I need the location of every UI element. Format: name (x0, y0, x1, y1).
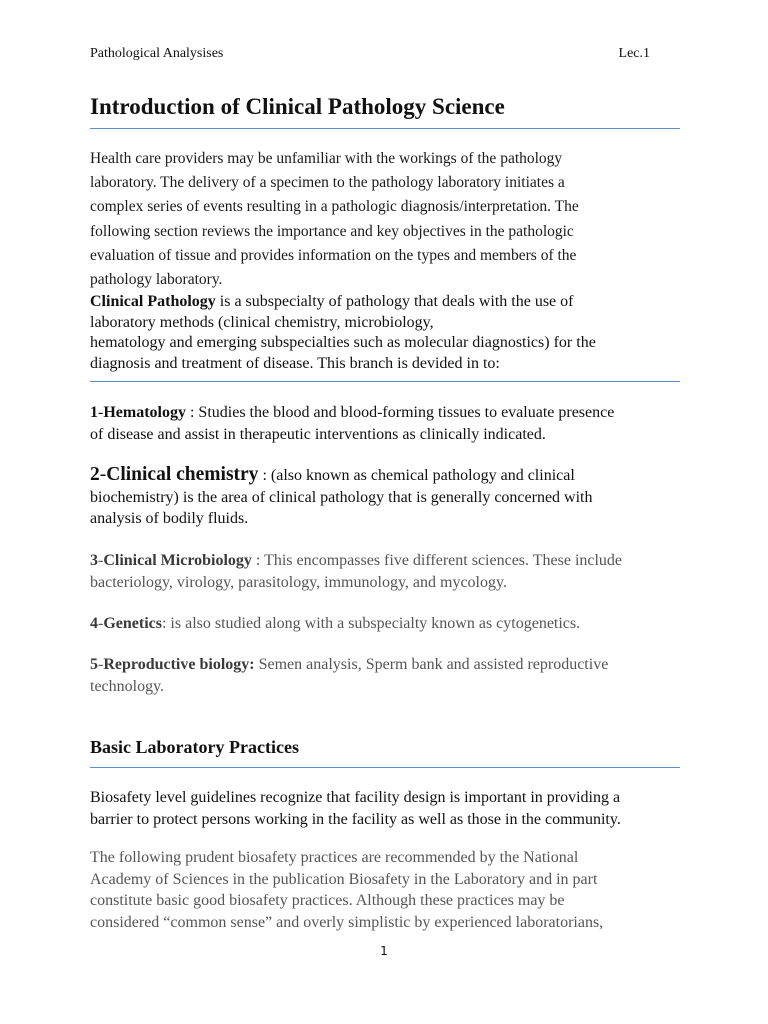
branch-description: : (also known as chemical pathology and clinical (258, 467, 575, 484)
section-heading-divider (90, 767, 680, 768)
branch-description: Semen analysis, Sperm bank and assisted reproductive (254, 656, 609, 673)
branch-description: biochemistry) is the area of clinical pathology that is generally concerned with (90, 488, 593, 506)
branch-item-clinical-chemistry (90, 464, 680, 530)
intro-line: evaluation of tissue and provides information on the types and members of the (90, 246, 577, 264)
biosafety-practices-paragraph (90, 847, 680, 933)
title-divider (90, 128, 680, 129)
branch-number: 5 (90, 656, 98, 673)
page-title: Introduction of Clinical Pathology Science (90, 94, 505, 119)
section-divider (90, 381, 680, 382)
paragraph-line: Biosafety level guidelines recognize that facility design is important in providing a (90, 789, 621, 806)
header-lecture-number: Lec.1 (618, 46, 650, 61)
section-heading: Basic Laboratory Practices (90, 737, 299, 757)
branch-separator: - (98, 615, 104, 632)
branch-name: Reproductive biology: (103, 656, 255, 673)
branch-name: Genetics (103, 615, 162, 632)
branch-name: Clinical Microbiology (103, 552, 252, 569)
branch-number: 2 (90, 464, 100, 485)
paragraph-line: The following prudent biosafety practices are recommended by the National (90, 849, 579, 866)
branch-description: of disease and assist in therapeutic interventions as clinically indicated. (90, 425, 546, 443)
branch-description: : This encompasses five different sciences. These include (251, 552, 623, 569)
definition-line: hematology and emerging subspecialties such as molecular diagnostics) for the (90, 334, 596, 352)
definition-line: diagnosis and treatment of disease. This branch is devided in to: (90, 354, 500, 372)
clinical-pathology-term: Clinical Pathology (90, 293, 216, 310)
intro-paragraph (90, 147, 680, 292)
intro-line: pathology laboratory. (90, 271, 223, 289)
paragraph-line: constitute basic good biosafety practices. Although these practices may be (90, 892, 565, 909)
branch-name: Hematology (103, 404, 186, 421)
branch-item-hematology (90, 402, 680, 445)
paragraph-line: considered “common sense” and overly simplistic by experienced laboratorians, (90, 913, 604, 931)
branch-separator: - (99, 464, 107, 485)
branch-separator: - (98, 404, 104, 421)
definition-line: is a subspecialty of pathology that deals with the use of (215, 293, 574, 310)
intro-line: Health care providers may be unfamiliar with the workings of the pathology (90, 150, 563, 167)
biosafety-paragraph (90, 787, 680, 830)
intro-line: laboratory. The delivery of a specimen to the pathology laboratory initiates a (90, 174, 565, 192)
header-course-title: Pathological Analysises (90, 46, 224, 61)
branch-description: : Studies the blood and blood-forming tissues to evaluate presence (185, 404, 615, 421)
branch-number: 1 (90, 404, 98, 421)
branch-separator: - (98, 656, 104, 673)
paragraph-line: barrier to protect persons working in the facility as well as those in the community. (90, 810, 621, 828)
definition-line: laboratory methods (clinical chemistry, microbiology, (90, 313, 434, 331)
branch-number: 3 (90, 552, 98, 569)
intro-line: following section reviews the importance and key objectives in the pathologic (90, 222, 574, 240)
branch-number: 4 (90, 615, 98, 632)
clinical-pathology-definition (90, 292, 680, 374)
branch-separator: - (98, 552, 104, 569)
branch-description: technology. (90, 677, 165, 695)
branch-item-genetics (90, 613, 680, 635)
paragraph-line: Academy of Sciences in the publication Biosafety in the Laboratory and in part (90, 870, 598, 888)
branch-item-clinical-microbiology (90, 550, 680, 593)
page-number: 1 (380, 944, 388, 958)
branch-name: Clinical chemistry (106, 464, 259, 485)
intro-line: complex series of events resulting in a pathologic diagnosis/interpretation. The (90, 198, 579, 216)
branch-description: bacteriology, virology, parasitology, immunology, and mycology. (90, 573, 507, 591)
branch-description: : is also studied along with a subspecialty known as cytogenetics. (161, 615, 581, 632)
branch-description: analysis of bodily fluids. (90, 510, 249, 527)
branch-item-reproductive-biology (90, 654, 680, 697)
